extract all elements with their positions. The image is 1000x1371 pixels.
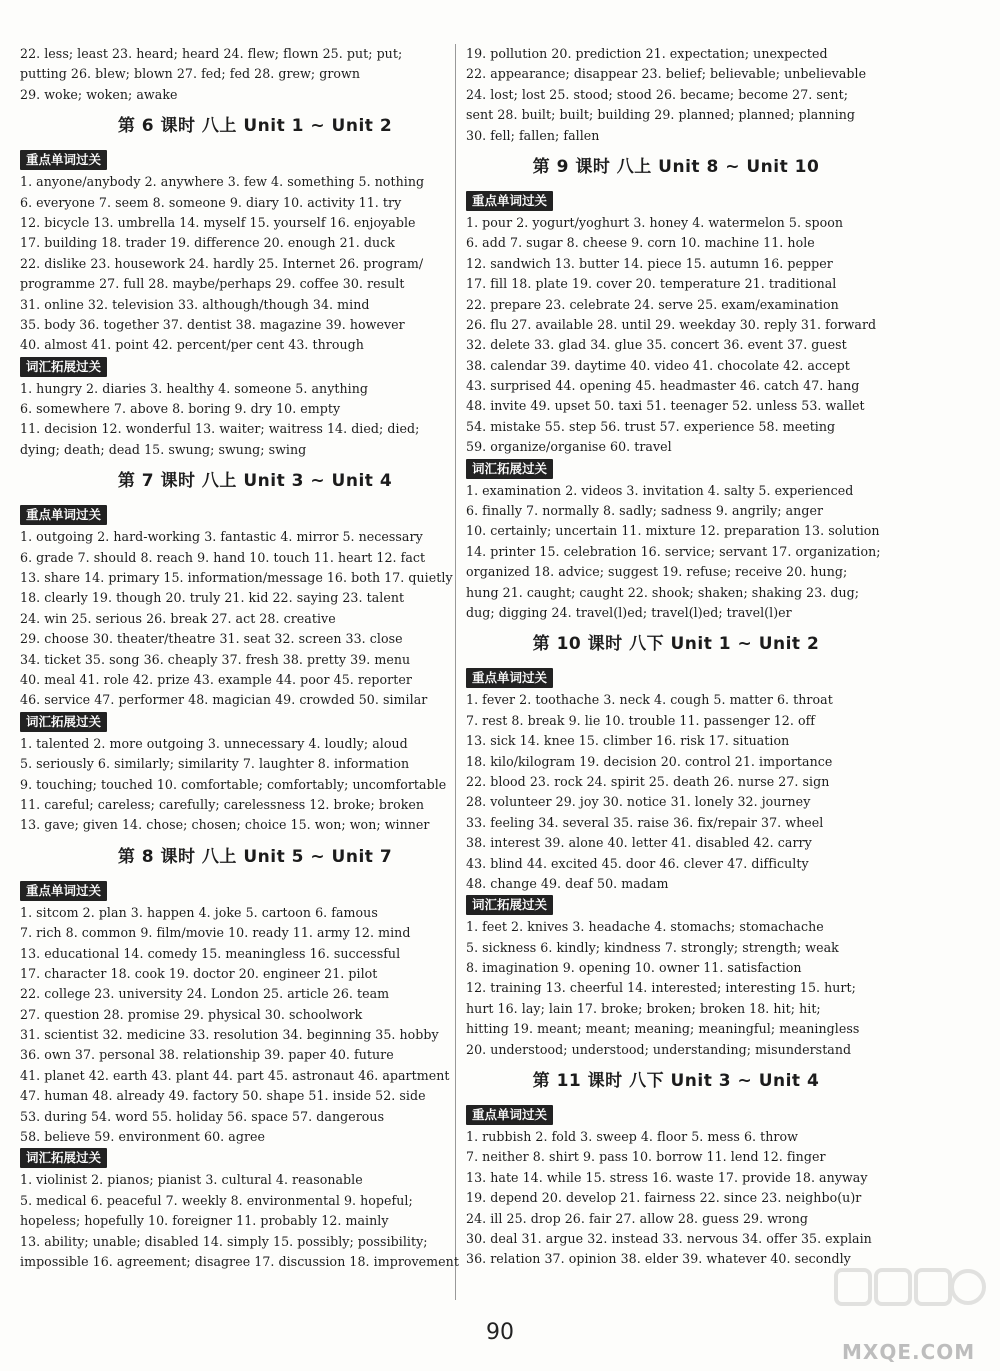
text-line: 22. dislike 23. housework 24. hardly 25. Internet 26. program/ — [20, 255, 424, 271]
text-line: 12. training 13. cheerful 14. interested; interesting 15. hurt; — [466, 980, 856, 996]
text-line: 12. sandwich 13. butter 14. piece 15. autumn 16. pepper — [466, 255, 833, 271]
text-line: 10. certainly; uncertain 11. mixture 12. preparation 13. solution — [466, 523, 880, 539]
text-line: 22. college 23. university 24. London 25. article 26. team — [20, 986, 390, 1002]
text-line: 11. decision 12. wonderful 13. waiter; waitress 14. died; died; — [20, 421, 420, 437]
text-line: 13. hate 14. while 15. stress 16. waste 17. provide 18. anyway — [466, 1169, 868, 1185]
text-line: 6. finally 7. normally 8. sadly; sadness 9. angrily; anger — [466, 503, 824, 519]
text-line: hung 21. caught; caught 22. shook; shaken; shaking 23. dug; — [466, 584, 860, 600]
text-line: hitting 19. meant; meant; meaning; meaningful; meaningless — [466, 1021, 860, 1037]
page-number: 90 — [486, 1320, 514, 1345]
text-line: 24. ill 25. drop 26. fair 27. allow 28. guess 29. wrong — [466, 1210, 809, 1226]
text-line: 22. blood 23. rock 24. spirit 25. death 26. nurse 27. sign — [466, 773, 830, 789]
text-line: putting 26. blew; blown 27. fed; fed 28. grew; grown — [20, 66, 361, 82]
text-line: 17. fill 18. plate 19. cover 20. temperature 21. traditional — [466, 276, 837, 292]
text-line: 9. touching; touched 10. comfortable; comfortably; uncomfortable — [20, 776, 447, 792]
text-line: 7. rich 8. common 9. film/movie 10. ready 11. army 12. mind — [20, 925, 411, 941]
text-line: 6. add 7. sugar 8. cheese 9. corn 10. machine 11. hole — [466, 235, 815, 251]
text-line: 19. pollution 20. prediction 21. expectation; unexpected — [466, 46, 828, 61]
left-column — [20, 44, 490, 1272]
text-line: 29. choose 30. theater/theatre 31. seat 32. screen 33. close — [20, 631, 403, 647]
text-line: 17. building 18. trader 19. difference 20. enough 21. duck — [20, 235, 395, 251]
text-line: 41. planet 42. earth 43. plant 44. part 45. astronaut 46. apartment — [20, 1067, 450, 1083]
text-line: 31. scientist 32. medicine 33. resolution 34. beginning 35. hobby — [20, 1027, 439, 1043]
lesson-title: 第 9 课时 八上 Unit 8 ~ Unit 10 — [532, 156, 820, 177]
text-line: 40. almost 41. point 42. percent/per cent 43. through — [20, 337, 364, 353]
text-line: 13. share 14. primary 15. information/message 16. both 17. quietly — [20, 570, 453, 586]
text-line: 33. feeling 34. several 35. raise 36. fix/repair 37. wheel — [466, 814, 824, 830]
text-line: 6. grade 7. should 8. reach 9. hand 10. touch 11. heart 12. fact — [20, 549, 426, 565]
text-line: 36. own 37. personal 38. relationship 39. paper 40. future — [20, 1047, 394, 1063]
text-line: 22. appearance; disappear 23. belief; believable; unbelievable — [466, 66, 867, 82]
text-line: 1. talented 2. more outgoing 3. unnecessary 4. loudly; aloud — [20, 735, 408, 751]
text-line: 22. prepare 23. celebrate 24. serve 25. exam/examination — [466, 296, 839, 312]
text-line: 7. neither 8. shirt 9. pass 10. borrow 11. lend 12. finger — [466, 1149, 826, 1165]
text-line: 27. question 28. promise 29. physical 30. schoolwork — [20, 1006, 363, 1022]
text-line: 24. win 25. serious 26. break 27. act 28. creative — [20, 610, 336, 626]
text-line: 18. clearly 19. though 20. truly 21. kid 22. saying 23. talent — [20, 590, 405, 606]
text-line: 1. pour 2. yogurt/yoghurt 3. honey 4. watermelon 5. spoon — [466, 214, 844, 230]
text-line: 43. surprised 44. opening 45. headmaster 46. catch 47. hang — [466, 378, 860, 394]
watermark-text: MXQE.COM — [842, 1340, 976, 1364]
text-line: 22. less; least 23. heard; heard 24. flew; flown 25. put; put; — [20, 46, 403, 61]
text-line: 48. invite 49. upset 50. taxi 51. teenager 52. unless 53. wallet — [466, 398, 865, 414]
text-line: 24. lost; lost 25. stood; stood 26. became; become 27. sent; — [466, 86, 848, 102]
text-line: 59. organize/organise 60. travel — [466, 439, 672, 455]
text-line: 47. human 48. already 49. factory 50. shape 51. inside 52. side — [20, 1088, 426, 1104]
text-line: 32. delete 33. glad 34. glue 35. concert 36. event 37. guest — [466, 337, 847, 353]
lesson-title: 第 10 课时 八下 Unit 1 ~ Unit 2 — [532, 634, 820, 655]
text-line: 46. service 47. performer 48. magician 49. crowded 50. similar — [20, 692, 428, 708]
text-line: 13. gave; given 14. chose; chosen; choice 15. won; won; winner — [20, 817, 430, 833]
text-line: 1. hungry 2. diaries 3. healthy 4. someone 5. anything — [20, 380, 368, 396]
text-line: 40. meal 41. role 42. prize 43. example 44. poor 45. reporter — [20, 671, 412, 687]
text-line: 29. woke; woken; awake — [20, 86, 178, 102]
text-line: programme 27. full 28. maybe/perhaps 29. coffee 30. result — [20, 276, 405, 292]
section-badge: 词汇拓展过关 — [20, 1148, 107, 1168]
section-badge: 重点单词过关 — [466, 668, 553, 688]
text-line: 1. fever 2. toothache 3. neck 4. cough 5. matter 6. throat — [466, 692, 833, 708]
section-badge: 重点单词过关 — [20, 505, 107, 525]
text-line: 31. online 32. television 33. although/though 34. mind — [20, 296, 370, 312]
text-line: 54. mistake 55. step 56. trust 57. experience 58. meeting — [466, 418, 836, 434]
text-line: 18. kilo/kilogram 19. decision 20. control 21. importance — [466, 753, 833, 769]
text-line: 38. interest 39. alone 40. letter 41. disabled 42. carry — [466, 835, 812, 851]
text-line: 5. medical 6. peaceful 7. weekly 8. environmental 9. hopeful; — [20, 1192, 413, 1208]
section-badge: 重点单词过关 — [466, 191, 553, 211]
text-line: 30. fell; fallen; fallen — [466, 127, 600, 143]
text-line: 11. careful; careless; carefully; carelessness 12. broke; broken — [20, 796, 425, 812]
text-line: 19. depend 20. develop 21. fairness 22. since 23. neighbo(u)r — [466, 1190, 862, 1206]
section-badge: 重点单词过关 — [20, 881, 107, 901]
text-line: 12. bicycle 13. umbrella 14. myself 15. yourself 16. enjoyable — [20, 214, 416, 230]
text-line: 8. imagination 9. opening 10. owner 11. satisfaction — [466, 960, 802, 976]
lesson-title: 第 11 课时 八下 Unit 3 ~ Unit 4 — [532, 1071, 820, 1092]
text-line: 6. somewhere 7. above 8. boring 9. dry 10. empty — [20, 401, 341, 417]
text-line: 34. ticket 35. song 36. cheaply 37. fresh 38. pretty 39. menu — [20, 651, 411, 667]
text-line: 43. blind 44. excited 45. door 46. clever 47. difficulty — [466, 855, 809, 871]
text-line: 5. seriously 6. similarly; similarity 7. laughter 8. information — [20, 756, 410, 772]
text-line: dug; digging 24. travel(l)ed; travel(l)ed; travel(l)er — [466, 604, 792, 620]
text-line: 14. printer 15. celebration 16. service; servant 17. organization; — [466, 543, 881, 559]
lesson-title: 第 8 课时 八上 Unit 5 ~ Unit 7 — [117, 846, 393, 867]
text-line: 35. body 36. together 37. dentist 38. magazine 39. however — [20, 316, 405, 332]
section-badge: 重点单词过关 — [466, 1105, 553, 1125]
text-line: 1. feet 2. knives 3. headache 4. stomachs; stomachache — [466, 919, 824, 935]
text-line: 6. everyone 7. seem 8. someone 9. diary 10. activity 11. try — [20, 194, 402, 210]
text-line: 1. sitcom 2. plan 3. happen 4. joke 5. cartoon 6. famous — [20, 904, 378, 920]
text-line: impossible 16. agreement; disagree 17. discussion 18. improvement — [20, 1253, 459, 1269]
text-line: 1. violinist 2. pianos; pianist 3. cultural 4. reasonable — [20, 1172, 363, 1188]
text-line: 20. understood; understood; understanding; misunderstand — [466, 1041, 852, 1057]
text-line: 30. deal 31. argue 32. instead 33. nervous 34. offer 35. explain — [466, 1230, 872, 1246]
text-line: 13. ability; unable; disabled 14. simply 15. possibly; possibility; — [20, 1233, 428, 1249]
text-line: 13. educational 14. comedy 15. meaningless 16. successful — [20, 945, 401, 961]
text-line: hopeless; hopefully 10. foreigner 11. probably 12. mainly — [20, 1213, 389, 1229]
text-line: 17. character 18. cook 19. doctor 20. engineer 21. pilot — [20, 965, 378, 981]
text-line: sent 28. built; built; building 29. planned; planned; planning — [466, 107, 855, 123]
text-line: 1. examination 2. videos 3. invitation 4. salty 5. experienced — [466, 482, 854, 498]
text-line: 48. change 49. deaf 50. madam — [466, 875, 669, 891]
section-badge: 词汇拓展过关 — [466, 895, 553, 915]
text-line: 36. relation 37. opinion 38. elder 39. whatever 40. secondly — [466, 1251, 851, 1267]
text-line: 53. during 54. word 55. holiday 56. space 57. dangerous — [20, 1108, 385, 1124]
section-badge: 词汇拓展过关 — [20, 357, 107, 377]
section-badge: 重点单词过关 — [20, 150, 107, 170]
text-line: 28. volunteer 29. joy 30. notice 31. lonely 32. journey — [466, 794, 811, 810]
text-line: 7. rest 8. break 9. lie 10. trouble 11. passenger 12. off — [466, 712, 816, 728]
lesson-title: 第 7 课时 八上 Unit 3 ~ Unit 4 — [117, 471, 393, 492]
section-badge: 词汇拓展过关 — [466, 459, 553, 479]
text-line: 1. rubbish 2. fold 3. sweep 4. floor 5. mess 6. throw — [466, 1129, 798, 1145]
right-column — [466, 44, 886, 1270]
text-line: 1. outgoing 2. hard-working 3. fantastic 4. mirror 5. necessary — [20, 529, 423, 545]
lesson-title: 第 6 课时 八上 Unit 1 ~ Unit 2 — [117, 116, 393, 137]
text-line: dying; death; dead 15. swung; swung; swing — [20, 441, 307, 457]
text-line: 5. sickness 6. kindly; kindness 7. strongly; strength; weak — [466, 939, 839, 955]
text-line: organized 18. advice; suggest 19. refuse; receive 20. hung; — [466, 564, 848, 580]
text-line: hurt 16. lay; lain 17. broke; broken; broken 18. hit; hit; — [466, 1000, 821, 1016]
text-line: 1. anyone/anybody 2. anywhere 3. few 4. something 5. nothing — [20, 174, 425, 190]
text-line: 13. sick 14. knee 15. climber 16. risk 17. situation — [466, 733, 790, 749]
text-line: 26. flu 27. available 28. until 29. weekday 30. reply 31. forward — [466, 316, 877, 332]
text-line: 58. believe 59. environment 60. agree — [20, 1129, 266, 1145]
section-badge: 词汇拓展过关 — [20, 712, 107, 732]
text-line: 38. calendar 39. daytime 40. video 41. chocolate 42. accept — [466, 357, 850, 373]
